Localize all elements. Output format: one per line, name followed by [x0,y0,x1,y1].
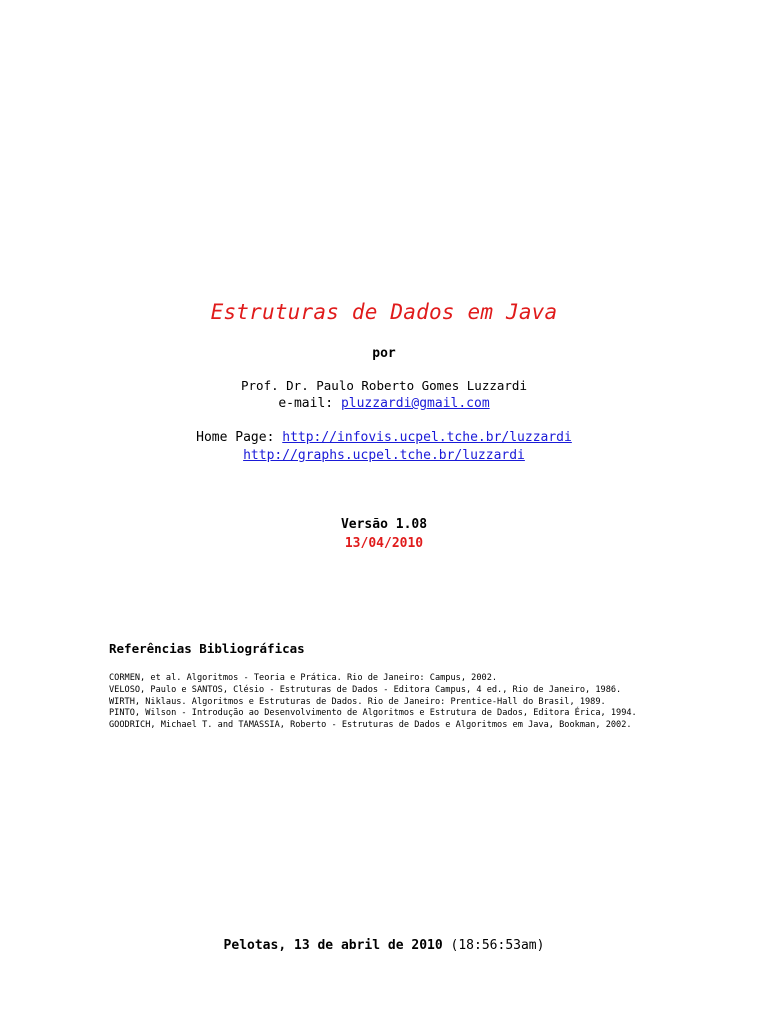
homepage-label: Home Page: [196,430,275,445]
reference-item: GOODRICH, Michael T. and TAMASSIA, Roberto - Estruturas de Dados e Algoritmos em Java, Bookman, 2002. [109,720,632,731]
references-list [109,673,658,732]
by-label: por [372,346,396,361]
reference-item: WIRTH, Niklaus. Algoritmos e Estruturas de Dados. Rio de Janeiro: Prentice-Hall do Brasil, 1989. [109,696,606,707]
homepage2-line [0,448,768,463]
version-label: Versão 1.08 [340,517,428,532]
homepage-line [0,430,768,445]
reference-item: PINTO, Wilson - Introdução ao Desenvolvimento de Algoritmos e Estrutura de Dados, Editora Érica, 1994. [109,708,637,719]
author-name: Prof. Dr. Paulo Roberto Gomes Luzzardi [241,378,527,393]
references-heading: Referências Bibliográficas [109,641,305,656]
homepage-link-infovis[interactable]: http://infovis.ucpel.tche.br/luzzardi [282,430,572,445]
email-label: e-mail: [278,396,334,411]
reference-item: VELOSO, Paulo e SANTOS, Clésio - Estruturas de Dados - Editora Campus, 4 ed., Rio de Janeiro, 1986. [109,684,622,695]
version-date: 13/04/2010 [344,536,424,551]
footer [0,938,768,953]
footer-time: (18:56:53am) [450,938,545,953]
footer-place-date: Pelotas, 13 de abril de 2010 [223,938,443,953]
homepage-link-graphs[interactable]: http://graphs.ucpel.tche.br/luzzardi [243,448,525,463]
document-title: Estruturas de Dados em Java [210,300,558,324]
email-link[interactable]: pluzzardi@gmail.com [340,396,490,411]
email-line [0,396,768,411]
reference-item: CORMEN, et al. Algoritmos - Teoria e Prática. Rio de Janeiro: Campus, 2002. [109,673,498,683]
